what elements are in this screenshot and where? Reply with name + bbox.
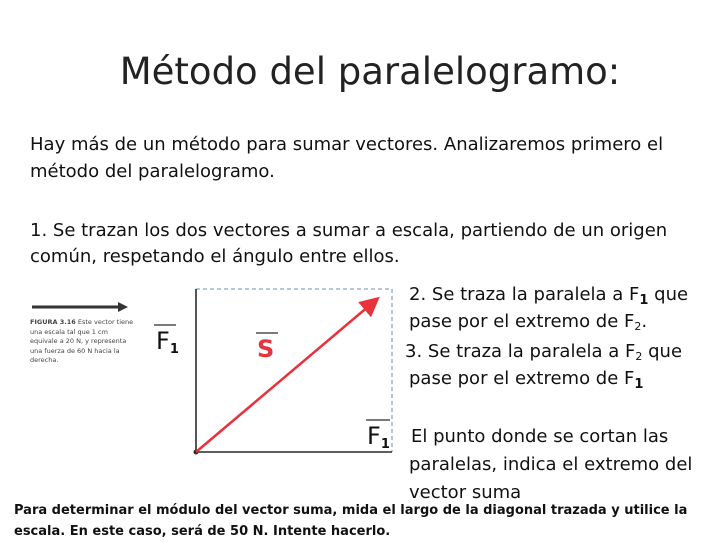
result-note-line-3: vector suma bbox=[409, 482, 522, 503]
result-note-line-1: El punto donde se cortan las bbox=[411, 426, 669, 447]
vector-bottom-label: $F_1$ bbox=[367, 422, 390, 452]
intro-line-1: Hay más de un método para sumar vectores. Analizaremos primero el bbox=[30, 134, 664, 155]
step3-line-1: 3. Se traza la paralela a F2 que bbox=[405, 341, 683, 363]
step1-line-1: 1. Se trazan los dos vectores a sumar a escala, partiendo de un origen bbox=[30, 220, 668, 241]
step1-line-2: común, respetando el ángulo entre ellos. bbox=[30, 246, 400, 267]
footer-line-2: escala. En este caso, será de 50 N. Intente hacerlo. bbox=[14, 524, 391, 539]
intro-line-2: método del paralelogramo. bbox=[30, 161, 275, 182]
figure-caption-label: FIGURA 3.16 bbox=[30, 318, 76, 326]
footer-line-1: Para determinar el módulo del vector suma, mida el largo de la diagonal trazada y utilice la bbox=[14, 503, 688, 518]
slide-title: Método del paralelogramo: bbox=[119, 50, 621, 93]
step2-line-2: pase por el extremo de F2. bbox=[409, 311, 648, 333]
result-note-line-2: paralelas, indica el extremo del bbox=[409, 454, 693, 475]
figure-caption-text: Este vector tiene una escala tal que 1 cm equivale a 20 N, y representa una fuerza de 60 N hacia la derecha. bbox=[30, 318, 134, 364]
sum-vector bbox=[196, 300, 376, 452]
step2-line-1: 2. Se traza la paralela a $F_1$ que bbox=[409, 284, 689, 308]
sum-vector-label: S bbox=[257, 335, 275, 363]
step3-line-2: pase por el extremo de $F_1$ bbox=[409, 368, 644, 392]
vector-left-label: $F_1$ bbox=[156, 327, 179, 357]
